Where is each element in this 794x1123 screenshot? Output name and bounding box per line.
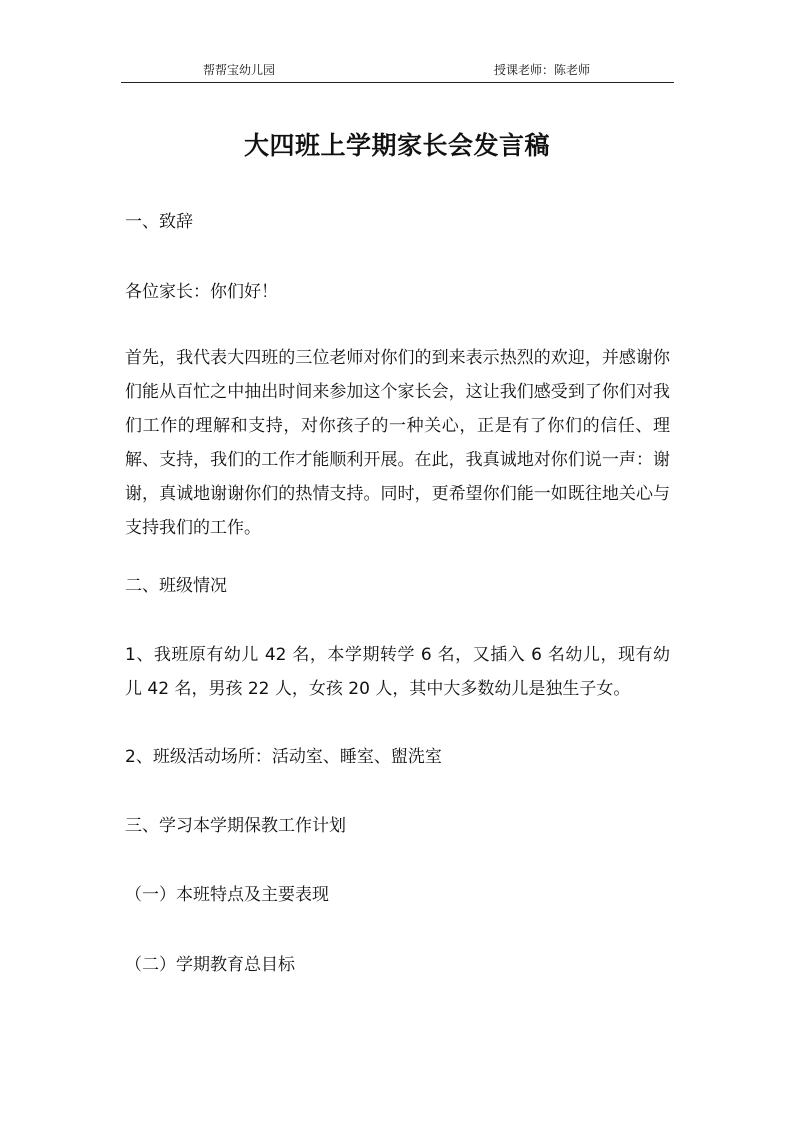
header-teacher: 授课老师：陈老师 [494, 63, 591, 77]
intro-paragraph: 首先，我代表大四班的三位老师对你们的到来表示热烈的欢迎，并感谢你们能从百忙之中抽出时间来参加这个家长会，这让我们感受到了你们对我们工作的理解和支持，对你孩子的一种关心，正是有了你们的信任、理解、支持，我们的工作才能顺利开展。在此，我真诚地对你们说一声：谢谢，真诚地谢谢你们的热情支持。同时，更希望你们能一如既往地关心与支持我们的工作。 [125, 348, 670, 538]
plan-subheading-2: （二）学期教育总目标 [125, 955, 295, 975]
class-info-item-1: 1、我班原有幼儿 42 名，本学期转学 6 名，又插入 6 名幼儿，现有幼儿 42 名，男孩 22 人，女孩 20 人，其中大多数幼儿是独生子女。 [125, 645, 670, 699]
header-school-name: 帮帮宝幼儿园 [203, 63, 276, 77]
class-info-item-2: 2、班级活动场所：活动室、睡室、盥洗室 [125, 747, 442, 767]
section-heading-class-info: 二、班级情况 [125, 576, 227, 596]
greeting-line: 各位家长：你们好！ [125, 282, 278, 302]
document-title: 大四班上学期家长会发言稿 [243, 131, 550, 160]
section-heading-plan: 三、学习本学期保教工作计划 [125, 816, 346, 836]
section-heading-greeting: 一、致辞 [125, 212, 193, 232]
plan-subheading-1: （一）本班特点及主要表现 [125, 885, 329, 905]
page-header [121, 58, 674, 83]
